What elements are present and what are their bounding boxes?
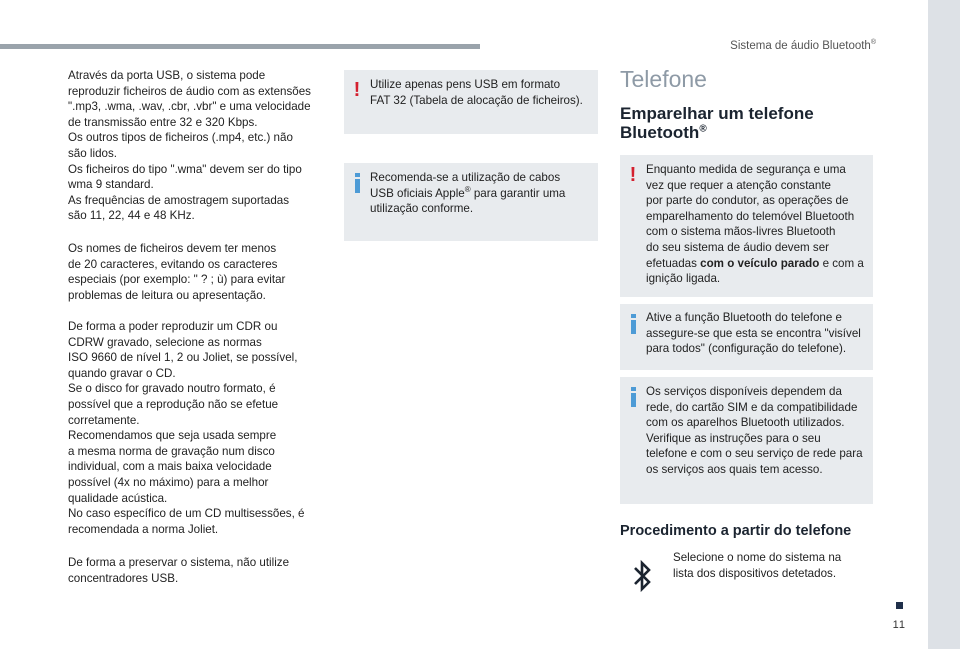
info-text: Recomenda-se a utilização de cabos USB oficiais Apple® para garantir uma utilização conforme. bbox=[370, 171, 566, 216]
info-icon bbox=[626, 314, 640, 336]
warning-exclamation-icon: ! bbox=[629, 164, 637, 186]
info-icon bbox=[350, 173, 364, 195]
procedure-text: Selecione o nome do sistema na lista dos dispositivos detetados. bbox=[673, 551, 842, 580]
usb-format-warning bbox=[344, 70, 598, 134]
warning-text: Utilize apenas pens USB em formato FAT 32 (Tabela de alocação de ficheiros). bbox=[370, 78, 583, 107]
warning-text: Enquanto medida de segurança e uma vez que requer a atenção constante por parte do condutor, as operações de emparelhamento do telemóvel Bluetooth com o sistema mãos-livres Bluetooth do seu sistema de áudio devem ser efetuadas com o veículo parado e com a ignição ligada. bbox=[646, 163, 864, 286]
cd-format-paragraph: De forma a poder reproduzir um CDR ou CDRW gravado, selecione as normas ISO 9660 de nível 1, 2 ou Joliet, se possível, quando gravar o CD. Se o disco for gravado noutro formato, é possível que a reprodução não se efetue corretamente. Recomendamos que seja usada sempre a mesma norma de gravação num disco individual, com a mais baixa velocidade possível (4x no máximo) para a melhor qualidade acústica. No caso específico de um CD multisessões, é recomendada a norma Joliet. bbox=[68, 320, 305, 536]
page-number: 11 bbox=[892, 619, 906, 631]
usb-formats-paragraph: Através da porta USB, o sistema pode reproduzir ficheiros de áudio com as extensões ".mp3, .wma, .wav, .cbr, .vbr" e uma velocidade de transmissão entre 32 e 320 Kbps. Os outros tipos de ficheiros (.mp4, etc.) não são lidos. Os ficheiros do tipo ".wma" devem ser do tipo wma 9 standard. As frequências de amostragem suportadas são 11, 22, 44 e 48 KHz. bbox=[68, 69, 311, 223]
pairing-safety-warning bbox=[620, 155, 873, 297]
services-info bbox=[620, 377, 873, 504]
page-marker bbox=[896, 602, 903, 609]
section-title: Telefone bbox=[620, 66, 707, 92]
warning-exclamation-icon: ! bbox=[353, 79, 361, 101]
bluetooth-visible-info bbox=[620, 304, 873, 370]
info-text: Ative a função Bluetooth do telefone e assegure-se que esta se encontra "visível para todos" (configuração do telefone). bbox=[646, 311, 861, 356]
header-rule bbox=[0, 44, 480, 49]
bluetooth-icon bbox=[632, 559, 654, 593]
usb-hub-paragraph: De forma a preservar o sistema, não utilize concentradores USB. bbox=[68, 556, 290, 585]
header-title: Sistema de áudio Bluetooth® bbox=[730, 39, 876, 52]
page-sidebar bbox=[928, 0, 960, 649]
file-names-paragraph: Os nomes de ficheiros devem ter menos de 20 caracteres, evitando os caracteres especiais (por exemplo: " ? ; ù) para evitar problemas de leitura ou apresentação. bbox=[68, 242, 286, 302]
procedure-title: Procedimento a partir do telefone bbox=[620, 523, 852, 539]
subsection-title: Emparelhar um telefone Bluetooth® bbox=[620, 104, 814, 142]
info-text: Os serviços disponíveis dependem da rede, do cartão SIM e da compatibilidade com os aparelhos Bluetooth utilizados. Verifique as instruções para o seu telefone e com o seu serviço de rede para os serviços aos quais tem acesso. bbox=[646, 385, 863, 476]
info-icon bbox=[626, 387, 640, 409]
apple-cable-info bbox=[344, 163, 598, 241]
